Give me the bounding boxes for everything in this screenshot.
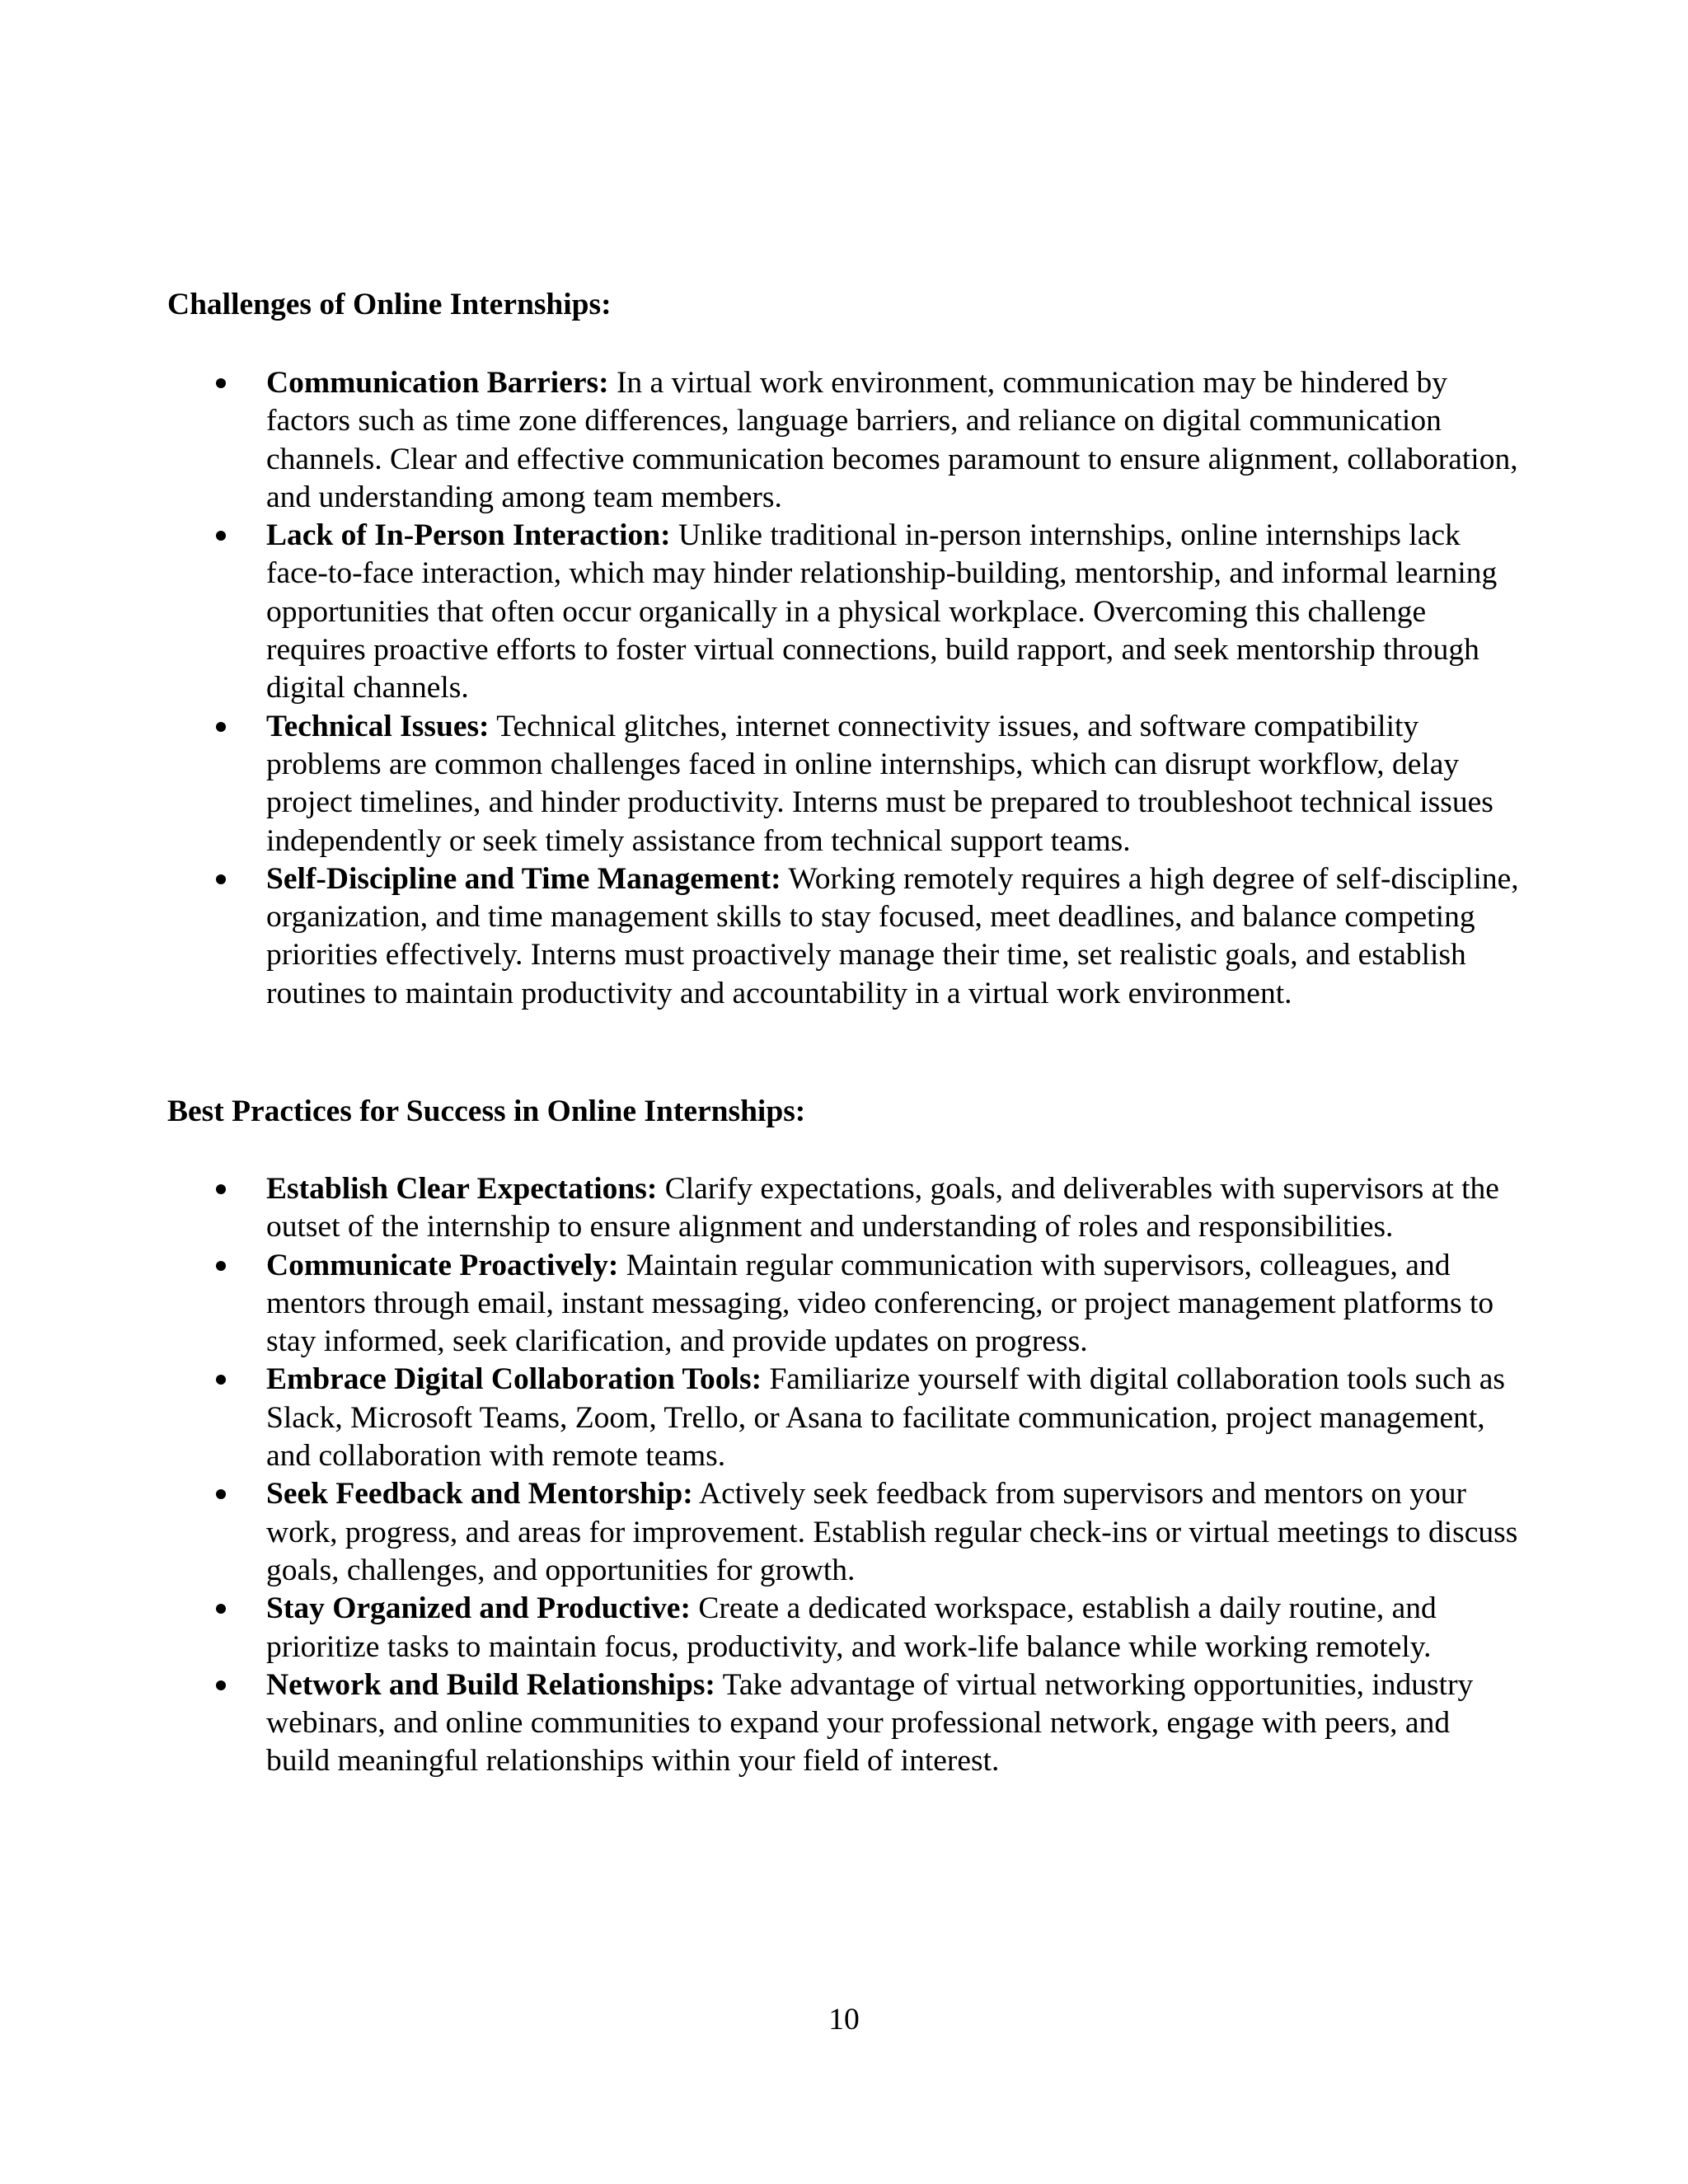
list-item-body: In a virtual work environment, communication may be hindered by factors such as time zone differences, language barriers, and reliance on digital communication channels. Clear and effective communication becomes paramount to ensure alignment, collaboration, and understanding among team members. — [266, 366, 1518, 514]
list-item — [0, 1666, 1688, 1781]
bullet-icon — [216, 722, 226, 732]
list-item-term: Lack of In-Person Interaction: — [266, 518, 671, 553]
list-item-body: Familiarize yourself with digital collaboration tools such as Slack, Microsoft Teams, Zoom, Trello, or Asana to facilitate communication, project management, and collaboration with remote teams. — [266, 1362, 1505, 1474]
list-item-text — [266, 860, 1519, 1013]
bullet-icon — [216, 874, 226, 884]
list-item-text — [266, 1247, 1519, 1361]
bullet-icon — [216, 1489, 226, 1499]
bullet-icon — [216, 1261, 226, 1271]
challenges-list — [0, 364, 1688, 1013]
list-item-text — [266, 1666, 1519, 1781]
list-item-body: Clarify expectations, goals, and deliverables with supervisors at the outset of the internship to ensure alignment and understanding of roles and responsibilities. — [266, 1172, 1499, 1244]
best-practices-list — [0, 1170, 1688, 1781]
list-item-body: Technical glitches, internet connectivity issues, and software compatibility problems are common challenges faced in online internships, which can disrupt workflow, delay project timelines, and hinder productivity. Interns must be prepared to troubleshoot technical issues independently or seek timely assistance from technical support teams. — [266, 709, 1493, 858]
list-item — [0, 1475, 1688, 1590]
list-item — [0, 364, 1688, 517]
list-item-body: Take advantage of virtual networking opportunities, industry webinars, and online communities to expand your professional network, engage with peers, and build meaningful relationships within your field of interest. — [266, 1667, 1474, 1779]
section-heading-best-practices: Best Practices for Success in Online Internships: — [167, 1094, 806, 1128]
list-item-term: Establish Clear Expectations: — [266, 1172, 658, 1206]
bullet-icon — [216, 378, 226, 388]
list-item-term: Communicate Proactively: — [266, 1248, 619, 1282]
list-item — [0, 1590, 1688, 1666]
list-item-body: Maintain regular communication with supervisors, colleagues, and mentors through email, instant messaging, video conferencing, or project management platforms to stay informed, seek clarification, and provide updates on progress. — [266, 1248, 1494, 1359]
page-number: 10 — [828, 2003, 860, 2036]
list-item — [0, 517, 1688, 707]
list-item-term: Stay Organized and Productive: — [266, 1591, 691, 1626]
list-item-text — [266, 708, 1519, 860]
list-item-term: Self-Discipline and Time Management: — [266, 861, 781, 896]
bullet-icon — [216, 1604, 226, 1614]
list-item-text — [266, 1590, 1519, 1666]
list-item-term: Communication Barriers: — [266, 366, 609, 400]
list-item — [0, 708, 1688, 860]
list-item-term: Technical Issues: — [266, 709, 490, 743]
list-item-term: Network and Build Relationships: — [266, 1667, 715, 1702]
list-item-text — [266, 517, 1519, 707]
bullet-icon — [216, 531, 226, 541]
bullet-icon — [216, 1375, 226, 1385]
bullet-icon — [216, 1680, 226, 1690]
list-item-text — [266, 1170, 1519, 1247]
list-item — [0, 1170, 1688, 1247]
list-item — [0, 1361, 1688, 1475]
list-item-body: Working remotely requires a high degree of self-discipline, organization, and time management skills to stay focused, meet deadlines, and balance competing priorities effectively. Interns must proactively manage their time, set realistic goals, and establish routines to maintain productivity and accountability in a virtual work environment. — [266, 861, 1519, 1010]
list-item-text — [266, 364, 1519, 517]
list-item-term: Embrace Digital Collaboration Tools: — [266, 1362, 762, 1397]
section-heading-challenges: Challenges of Online Internships: — [167, 288, 612, 321]
list-item — [0, 860, 1688, 1013]
list-item-body: Create a dedicated workspace, establish a daily routine, and prioritize tasks to maintain focus, productivity, and work-life balance while working remotely. — [266, 1591, 1437, 1664]
list-item-text — [266, 1475, 1519, 1590]
bullet-icon — [216, 1184, 226, 1194]
list-item-text — [266, 1361, 1519, 1475]
list-item-term: Seek Feedback and Mentorship: — [266, 1477, 693, 1511]
list-item-body: Actively seek feedback from supervisors and mentors on your work, progress, and areas for improvement. Establish regular check-ins or virtual meetings to discuss goals, challenges, and opportunities for growth. — [266, 1477, 1518, 1587]
list-item — [0, 1247, 1688, 1361]
list-item-body: Unlike traditional in-person internships, online internships lack face-to-face interaction, which may hinder relationship-building, mentorship, and informal learning opportunities that often occur organically in a physical workplace. Overcoming this challenge requires proactive efforts to foster virtual connections, build rapport, and seek mentorship through digital channels. — [266, 518, 1498, 705]
